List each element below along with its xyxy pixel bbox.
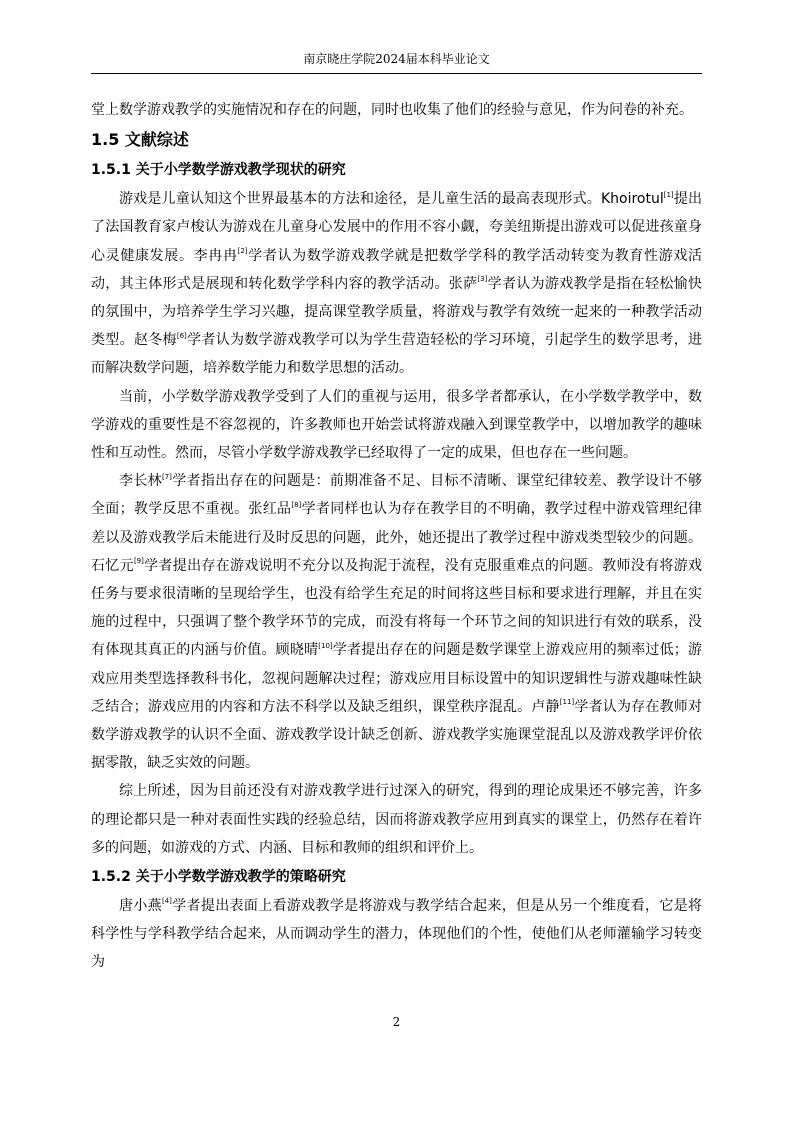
text-run: 唐小燕 — [119, 898, 162, 915]
section-heading-literature-review: 1.5 文献综述 — [91, 130, 189, 150]
text-run: 学者认为存在教师对数学游戏教学的认识不全面、游戏教学设计缺乏创新、游戏教学实施课堂混乱以及游戏教学评价依据零散，缺乏实效的问题。 — [91, 698, 703, 772]
citation-ref: [10] — [318, 641, 333, 650]
paragraph-current-state: 当前，小学数学游戏教学受到了人们的重视与运用，很多学者都承认，在小学数学教学中，数学游戏的重要性是不容忽视的，许多教师也开始尝试将游戏融入到课堂教学中，以增加教学的趣味性和互动性。然而，尽管小学数学游戏教学已经取得了一定的成果，但也存在一些问题。 — [91, 388, 702, 462]
page-number: 2 — [392, 1015, 401, 1029]
text-run: 学者认为数学游戏教学就是把数学学科的教学活动转变为教育性游戏活动，其主体形式是展现和转化数学学科内容的教学活动。张萨 — [91, 247, 703, 292]
paragraph-game-definition — [91, 185, 702, 382]
text-run: 学者认为数学游戏教学可以为学生营造轻松的学习环境，引起学生的数学思考，进而解决数学问题，培养数学能力和数学思想的活动。 — [91, 332, 703, 377]
text-run: 游戏是儿童认知这个世界最基本的方法和途径，是儿童生活的最高表现形式。Khoirotul — [119, 191, 664, 208]
citation-ref: [9] — [133, 557, 144, 566]
subsection-heading-status-research: 1.5.1 关于小学数学游戏教学现状的研究 — [91, 162, 346, 179]
citation-ref: [7] — [161, 472, 172, 481]
text-run: 学者提出表面上看游戏教学是将游戏与教学结合起来，但是从另一个维度看，它是将科学性与学科教学结合起来，从而调动学生的潜力，体现他们的个性，使他们从老师灌输学习转变为 — [91, 898, 703, 971]
text-run: 学者指出存在的问题是：前期准备不足、目标不清晰、课堂纪律较差、教学设计不够全面；教学反思不重视。张红品 — [91, 473, 703, 518]
text-run: 提出了法国教育家卢梭认为游戏在儿童身心发展中的作用不容小觑，夸美纽斯提出游戏可以促进孩童身心灵健康发展。李冉冉 — [91, 191, 703, 264]
text-run: 李长林 — [119, 473, 162, 490]
paragraph-problems — [91, 467, 702, 777]
text-run: 学者同样也认为存在教学目的不明确，教学过程中游戏管理纪律差以及游戏教学后未能进行及时反思的问题，此外，她还提出了教学过程中游戏类型较少的问题。石忆元 — [91, 501, 702, 574]
citation-ref: [4] — [161, 897, 172, 906]
page-body — [91, 96, 702, 977]
text-run: 学者提出存在游戏说明不充分以及拘泥于流程，没有克服重难点的问题。教师没有将游戏任务与要求很清晰的呈现给学生，也没有给学生充足的时间将这些目标和要求进行理解，并且在实施的过程中，只强调了整个教学环节的完成，而没有将每一个环节之间的知识进行有效的联系，没有体现其真正的内涵与价值。顾晓晴 — [91, 557, 703, 659]
citation-ref: [1] — [663, 190, 674, 199]
citation-ref: [8] — [291, 500, 302, 509]
paragraph-summary: 综上所述，因为目前还没有对游戏教学进行过深入的研究，得到的理论成果还不够完善，许多的理论都只是一种对表面性实践的经验总结，因而将游戏教学应用到真实的课堂上，仍然存在着许多的问题，如游戏的方式、内涵、目标和教师的组织和评价上。 — [91, 783, 702, 856]
text-run: 学者认为游戏教学是指在轻松愉快的氛围中，为培养学生学习兴趣，提高课堂教学质量，将游戏与教学有效统一起来的一种教学活动类型。赵冬梅 — [91, 275, 702, 349]
citation-ref: [2] — [237, 246, 248, 255]
citation-ref: [6] — [176, 331, 187, 340]
paragraph-strategy — [91, 892, 702, 977]
citation-ref: [11] — [559, 698, 575, 707]
subsection-heading-strategy-research: 1.5.2 关于小学数学游戏教学的策略研究 — [91, 869, 346, 886]
text-run: 学者提出存在的问题是数学课堂上游戏应用的频率过低；游戏应用类型选择教科书化，忽视问题解决过程；游戏应用目标设置中的知识逻辑性与游戏趣味性缺乏结合；游戏应用的内容和方法不科学以及缺乏组织，课堂秩序混乱。卢静 — [91, 642, 703, 715]
citation-ref: [3] — [477, 275, 488, 284]
running-header: 南京晓庄学院2024届本科毕业论文 — [303, 52, 490, 66]
header-rule — [91, 73, 702, 74]
paragraph-continued: 堂上数学游戏教学的实施情况和存在的问题，同时也收集了他们的经验与意见，作为问卷的补充。 — [91, 102, 693, 118]
